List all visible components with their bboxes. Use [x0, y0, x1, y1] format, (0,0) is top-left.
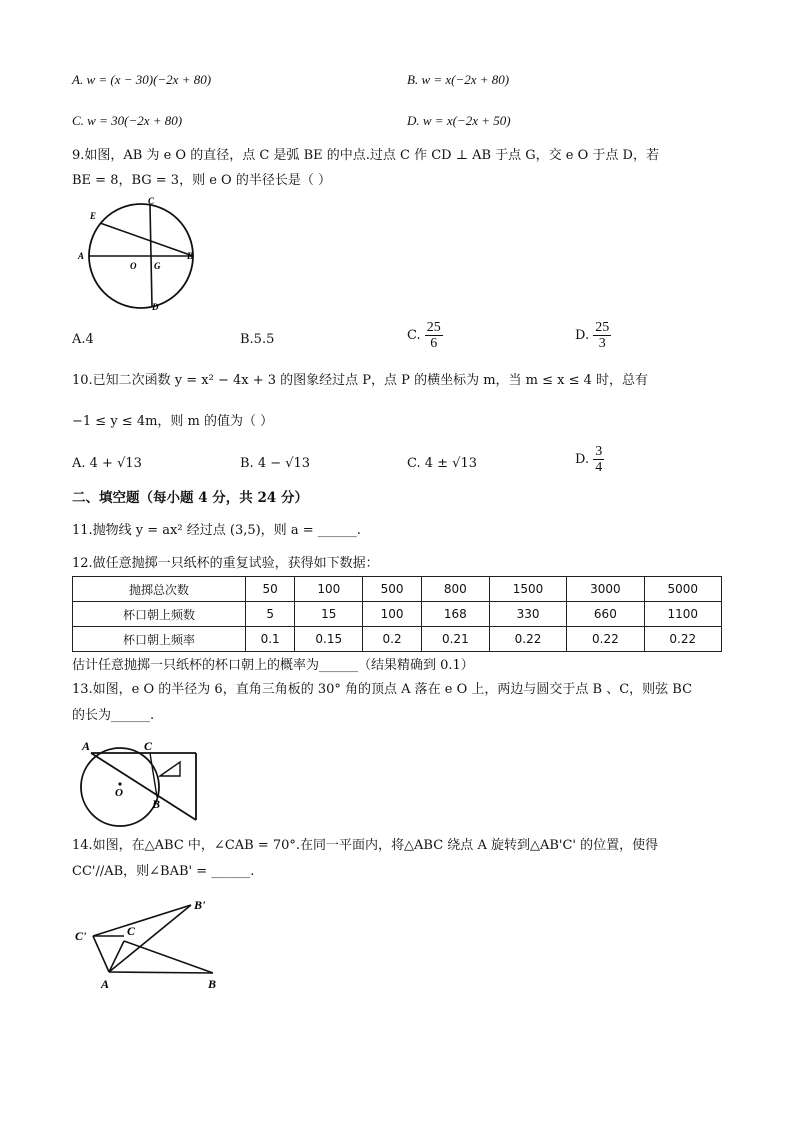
- section-2-title: 二、填空题（每小题 4 分，共 24 分）: [72, 490, 308, 506]
- table-cell: 0.15: [295, 627, 363, 652]
- q9-label-d: D: [152, 302, 159, 312]
- q13-label-c: C: [144, 739, 153, 753]
- table-cell: 0.22: [489, 627, 566, 652]
- q10-option-d-prefix: D.: [575, 452, 590, 467]
- table-cell: 0.22: [567, 627, 644, 652]
- q10-option-b: B. 4 − √13: [240, 456, 311, 471]
- q14-segment-c-prime-b-prime: [93, 905, 191, 936]
- q10-option-a: A. 4 + √13: [72, 456, 142, 471]
- table-row-up-count: [73, 602, 722, 627]
- q9-option-b: B.5.5: [240, 332, 275, 347]
- q9-option-d: [575, 320, 611, 351]
- q14-question-line-2: CC'//AB，则∠BAB' = ______.: [72, 864, 255, 879]
- q9-label-c: C: [148, 196, 155, 206]
- q14-rotation-figure: [72, 893, 232, 998]
- q9-option-c: [407, 320, 443, 351]
- table-row-header-cell: 抛掷总次数: [73, 577, 246, 602]
- q12-intro: 12.做任意抛掷一只纸杯的重复试验，获得如下数据：: [72, 556, 379, 571]
- q9-option-c-denominator: 6: [430, 336, 438, 351]
- table-row-total-throws: [73, 577, 722, 602]
- q14-label-a: A: [101, 977, 110, 991]
- q10-option-c: C. 4 ± √13: [407, 456, 478, 471]
- q14-label-b: B: [208, 977, 217, 991]
- table-cell: 50: [246, 577, 295, 602]
- table-cell: 0.2: [363, 627, 422, 652]
- q13-center-dot: [118, 782, 121, 785]
- q9-chord-be: [100, 223, 193, 256]
- q13-ruler-inner-triangle: [160, 762, 180, 776]
- table-cell: 5: [246, 602, 295, 627]
- q8-option-d: D. w = x(−2x + 50): [407, 113, 511, 128]
- q9-chord-cd: [150, 205, 152, 307]
- table-cell: 330: [489, 602, 566, 627]
- q10-option-d: [575, 444, 604, 475]
- q12-data-table: [72, 576, 722, 652]
- q8-option-b: B. w = x(−2x + 80): [407, 72, 510, 87]
- q11-question: 11.抛物线 y = ax² 经过点 (3,5)，则 a = ______.: [72, 523, 361, 538]
- q9-label-a: A: [78, 251, 85, 261]
- q9-option-c-fraction: [425, 320, 443, 351]
- q14-label-c-prime: C': [75, 929, 87, 943]
- table-cell: 3000: [567, 577, 644, 602]
- q10-question-line-2: −1 ≤ y ≤ 4m，则 m 的值为（ ）: [72, 414, 274, 429]
- table-cell: 500: [363, 577, 422, 602]
- table-cell: 0.21: [421, 627, 489, 652]
- q14-segment-ab: [109, 972, 213, 973]
- table-cell: 168: [421, 602, 489, 627]
- q9-option-d-denominator: 3: [598, 336, 606, 351]
- q10-option-d-numerator: 3: [595, 444, 603, 459]
- table-row-header-cell: 杯口朝上频率: [73, 627, 246, 652]
- q9-option-a: A.4: [72, 332, 94, 347]
- q9-label-g: G: [154, 261, 161, 271]
- q14-segment-ac: [109, 941, 124, 972]
- q9-label-e: E: [90, 211, 97, 221]
- table-row-header-cell: 杯口朝上频数: [73, 602, 246, 627]
- q9-label-o: O: [130, 261, 137, 271]
- table-cell: 15: [295, 602, 363, 627]
- table-cell: 100: [295, 577, 363, 602]
- q9-option-c-numerator: 25: [426, 320, 441, 335]
- table-cell: 1100: [644, 602, 721, 627]
- table-cell: 1500: [489, 577, 566, 602]
- q9-option-d-fraction: [593, 320, 611, 351]
- q10-option-d-fraction: [593, 444, 604, 475]
- q9-option-c-prefix: C.: [407, 328, 421, 343]
- q13-circle-figure: [72, 734, 204, 829]
- q14-label-c: C: [127, 924, 136, 938]
- q14-label-b-prime: B': [194, 898, 206, 912]
- q9-question-line-1: 9.如图，AB 为 e O 的直径，点 C 是弧 BE 的中点.过点 C 作 CD ⊥ AB 于点 G，交 e O 于点 D，若: [72, 148, 659, 163]
- table-cell: 800: [421, 577, 489, 602]
- q9-option-d-numerator: 25: [595, 320, 610, 335]
- table-cell: 0.22: [644, 627, 721, 652]
- q13-label-a: A: [82, 739, 91, 753]
- q9-question-line-2: BE = 8，BG = 3，则 e O 的半径长是（ ）: [72, 173, 331, 188]
- q14-segment-ac-prime: [93, 936, 109, 972]
- q9-label-b: B: [187, 251, 194, 261]
- q8-option-c: C. w = 30(−2x + 80): [72, 113, 183, 128]
- table-cell: 0.1: [246, 627, 295, 652]
- table-cell: 660: [567, 602, 644, 627]
- q9-option-d-prefix: D.: [575, 328, 590, 343]
- table-cell: 5000: [644, 577, 721, 602]
- q14-question-line-1: 14.如图，在△ABC 中，∠CAB = 70°.在同一平面内，将△ABC 绕点 A 旋转到△AB'C' 的位置，使得: [72, 838, 659, 853]
- table-cell: 100: [363, 602, 422, 627]
- q9-circle-figure: [72, 195, 202, 315]
- q14-segment-cb: [124, 941, 213, 973]
- q12-question: 估计任意抛掷一只纸杯的杯口朝上的概率为______（结果精确到 0.1）: [72, 658, 474, 673]
- table-row-up-frequency: [73, 627, 722, 652]
- q10-question-line-1: 10.已知二次函数 y = x² − 4x + 3 的图象经过点 P，点 P 的横坐标为 m，当 m ≤ x ≤ 4 时，总有: [72, 373, 649, 388]
- q13-label-o: O: [115, 787, 123, 799]
- q10-option-d-denominator: 4: [595, 460, 603, 475]
- q13-question-line-1: 13.如图，e O 的半径为 6，直角三角板的 30° 角的顶点 A 落在 e O 上，两边与圆交于点 B 、C，则弦 BC: [72, 682, 693, 697]
- q13-question-line-2: 的长为______.: [72, 708, 155, 723]
- q8-option-a: A. w = (x − 30)(−2x + 80): [72, 72, 212, 87]
- q13-label-b: B: [152, 797, 161, 811]
- q14-segment-ab-prime: [109, 905, 191, 972]
